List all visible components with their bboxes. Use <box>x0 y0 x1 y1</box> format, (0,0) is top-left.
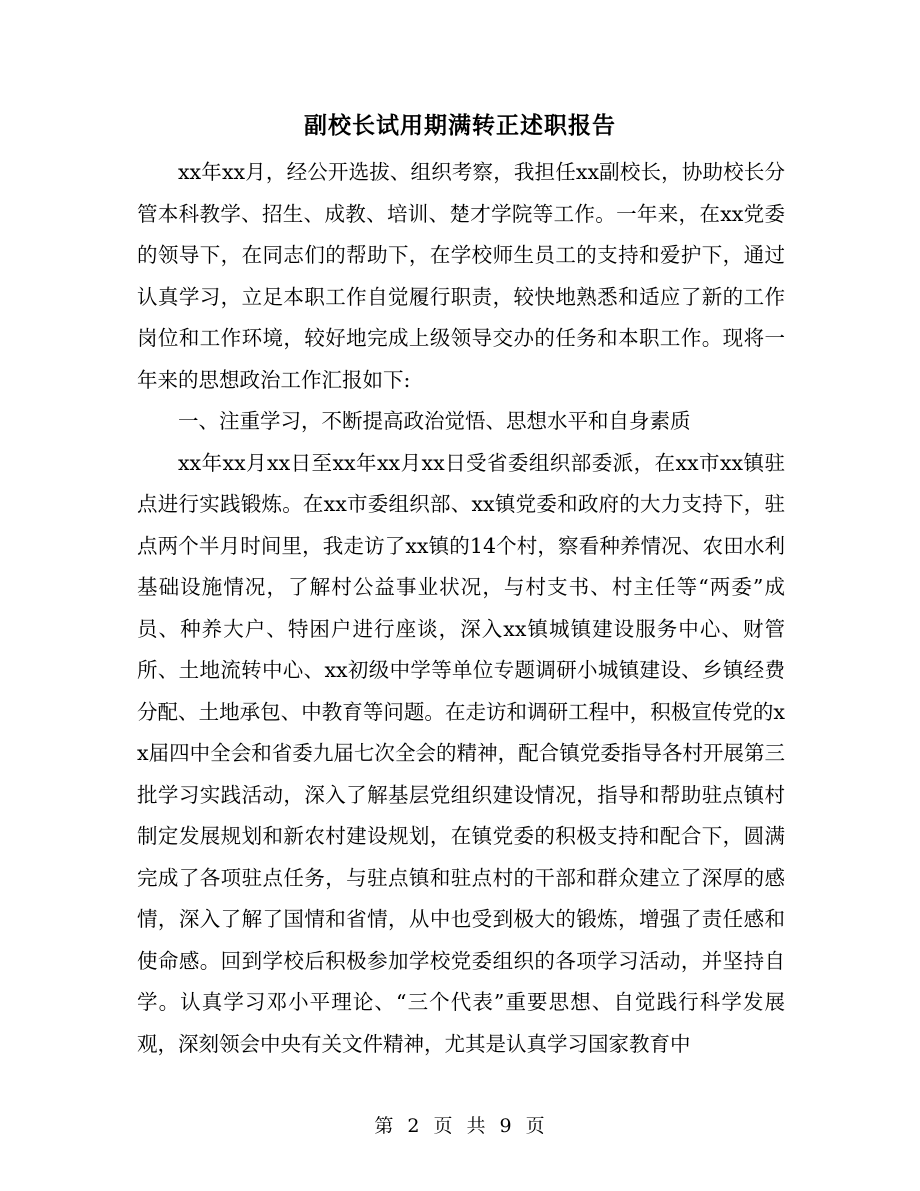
section-heading-1: 一、注重学习，不断提高政治觉悟、思想水平和自身素质 <box>178 409 691 433</box>
document-body <box>137 152 785 1065</box>
paragraph-intro: xx年xx月，经公开选拔、组织考察，我担任xx副校长，协助校长分管本科教学、招生、成教、培训、楚才学院等工作。一年来，在xx党委的领导下，在同志们的帮助下，在学校师生员工的支持和爱护下，通过认真学习，立足本职工作自觉履行职责，较快地熟悉和适应了新的工作岗位和工作环境，较好地完成上级领导交办的任务和本职工作。现将一年来的思想政治工作汇报如下: <box>137 160 785 392</box>
paragraph-practice: xx年xx月xx日至xx年xx月xx日受省委组织部委派，在xx市xx镇驻点进行实践锻炼。在xx市委组织部、xx镇党委和政府的大力支持下，驻点两个半月时间里，我走访了xx镇的14个村，察看种养情况、农田水利基础设施情况，了解村公益事业状况，与村支书、村主任等“两委”成员、种养大户、特困户进行座谈，深入xx镇城镇建设服务中心、财管所、土地流转中心、xx初级中学等单位专题调研小城镇建设、乡镇经费分配、土地承包、中教育等问题。在走访和调研工程中，积极宣传党的xx届四中全会和省委九届七次全会的精神，配合镇党委指导各村开展第三批学习实践活动，深入了解基层党组织建设情况，指导和帮助驻点镇村制定发展规划和新农村建设规划，在镇党委的积极支持和配合下，圆满完成了各项驻点任务，与驻点镇和驻点村的干部和群众建立了深厚的感情，深入了解了国情和省情，从中也受到极大的锻炼，增强了责任感和使命感。回到学校后积极参加学校党委组织的各项学习活动，并坚持自学。认真学习邓小平理论、“三个代表”重要思想、自觉践行科学发展观，深刻领会中央有关文件精神，尤其是认真学习国家教育中 <box>137 450 785 1056</box>
page-number-footer: 第 2 页 共 9 页 <box>374 1115 546 1137</box>
document-title: 副校长试用期满转正述职报告 <box>304 112 616 139</box>
